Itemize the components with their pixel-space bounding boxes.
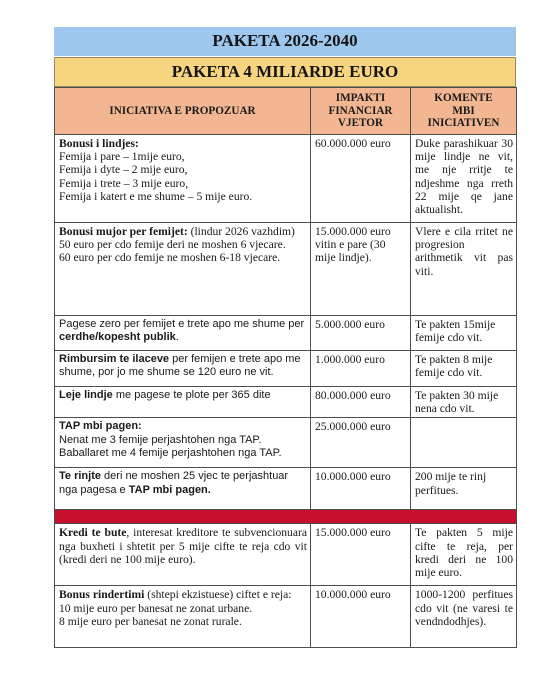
header-initiative: INICIATIVA E PROPOZUAR xyxy=(55,88,311,135)
table-row xyxy=(55,351,517,387)
initiative-cell: Bonusi mujor per femijet: (lindur 2026 vazhdim) 50 euro per cdo femije deri ne moshen 6 vjecare. 60 euro per cdo femije ne moshen 6-18 vjecare. xyxy=(55,223,311,316)
table-row xyxy=(55,135,517,223)
comment-cell: 200 mije te rinj perfitues. xyxy=(411,468,517,510)
impact-cell: 15.000.000 euro vitin e pare (30 mije lindje). xyxy=(311,223,411,316)
initiative-title: Bonusi mujor per femijet: xyxy=(59,225,188,238)
package-title-banner xyxy=(54,27,516,56)
initiative-cell: Leje lindje me pagese te plote per 365 dite xyxy=(55,387,311,418)
table-row xyxy=(55,223,517,316)
initiative-cell: Te rinjte deri ne moshen 25 vjec te perjashtuar nga pagesa e TAP mbi pagen. xyxy=(55,468,311,510)
package-subtitle-banner xyxy=(54,57,516,87)
table-row xyxy=(55,524,517,586)
initiative-title: Te rinjte xyxy=(59,470,101,483)
impact-cell: 1.000.000 euro xyxy=(311,351,411,387)
initiative-cell: Bonus rindertimi (shtepi ekzistuese) ciftet e reja: 10 mije euro per banesat ne zonat urbane. 8 mije euro per banesat ne zonat rurale. xyxy=(55,586,311,648)
initiative-cell: Kredi te bute, interesat kreditore te subvencionuara nga buxheti i shtetit per 5 mije cifte te reja cdo vit (kredi deri ne 100 mije euro). xyxy=(55,524,311,586)
initiative-cell: TAP mbi pagen: Nenat me 3 femije perjashtohen nga TAP. Baballaret me 4 femije perjashtohen nga TAP. xyxy=(55,418,311,468)
impact-cell: 15.000.000 euro xyxy=(311,524,411,586)
header-impact: IMPAKTI FINANCIAR VJETOR xyxy=(311,88,411,135)
comment-cell: Te pakten 5 mije cifte te reja, per kredi deri ne 100 mije euro. xyxy=(411,524,517,586)
initiative-title: Bonus rindertimi xyxy=(59,588,145,602)
initiative-title: TAP mbi pagen: xyxy=(59,420,142,433)
header-comments: KOMENTE MBI INICIATIVEN xyxy=(411,88,517,135)
initiative-title: Bonusi i lindjes: xyxy=(59,137,139,150)
initiative-title: cerdhe/kopesht publik xyxy=(59,331,176,344)
initiative-cell: Rimbursim te ilaceve per femijen e trete apo me shume, por jo me shume se 120 euro ne vit. xyxy=(55,351,311,387)
comment-cell: Vlere e cila rritet ne progresion arithmetik vit pas viti. xyxy=(411,223,517,316)
comment-cell: Te pakten 8 mije femije cdo vit. xyxy=(411,351,517,387)
package-title: PAKETA 2026-2040 xyxy=(212,31,358,50)
comment-cell: 1000-1200 perfitues cdo vit (ne varesi te vendndodhjes). xyxy=(411,586,517,648)
table-header-row xyxy=(55,88,517,135)
comment-cell: Te pakten 30 mije nena cdo vit. xyxy=(411,387,517,418)
initiative-title: Kredi te bute xyxy=(59,526,127,540)
impact-cell: 10.000.000 euro xyxy=(311,468,411,510)
table-row xyxy=(55,586,517,648)
comment-cell xyxy=(411,418,517,468)
initiative-title: Leje lindje xyxy=(59,389,113,401)
package-subtitle: PAKETA 4 MILIARDE EURO xyxy=(171,62,399,81)
comment-cell: Duke parashikuar 30 mije lindje ne vit, me nje rritje te ndjeshme nga rreth 22 mije qe jane aktualisht. xyxy=(411,135,517,223)
section-divider xyxy=(55,510,517,524)
table-row xyxy=(55,418,517,468)
table-row xyxy=(55,387,517,418)
comment-cell: Te pakten 15mije femije cdo vit. xyxy=(411,316,517,351)
impact-cell: 10.000.000 euro xyxy=(311,586,411,648)
initiative-cell: Pagese zero per femijet e trete apo me shume per cerdhe/kopesht publik. xyxy=(55,316,311,351)
impact-cell: 60.000.000 euro xyxy=(311,135,411,223)
impact-cell: 80.000.000 euro xyxy=(311,387,411,418)
initiative-cell: Bonusi i lindjes: Femija i pare – 1mije euro, Femija i dyte – 2 mije euro, Femija i trete – 3 mije euro, Femija i katert e me shume – 5 mije euro. xyxy=(55,135,311,223)
initiatives-table xyxy=(54,87,517,648)
impact-cell: 5.000.000 euro xyxy=(311,316,411,351)
table-row xyxy=(55,468,517,510)
impact-cell: 25.000.000 euro xyxy=(311,418,411,468)
table-row xyxy=(55,316,517,351)
initiative-title: Rimbursim te ilaceve xyxy=(59,353,170,365)
